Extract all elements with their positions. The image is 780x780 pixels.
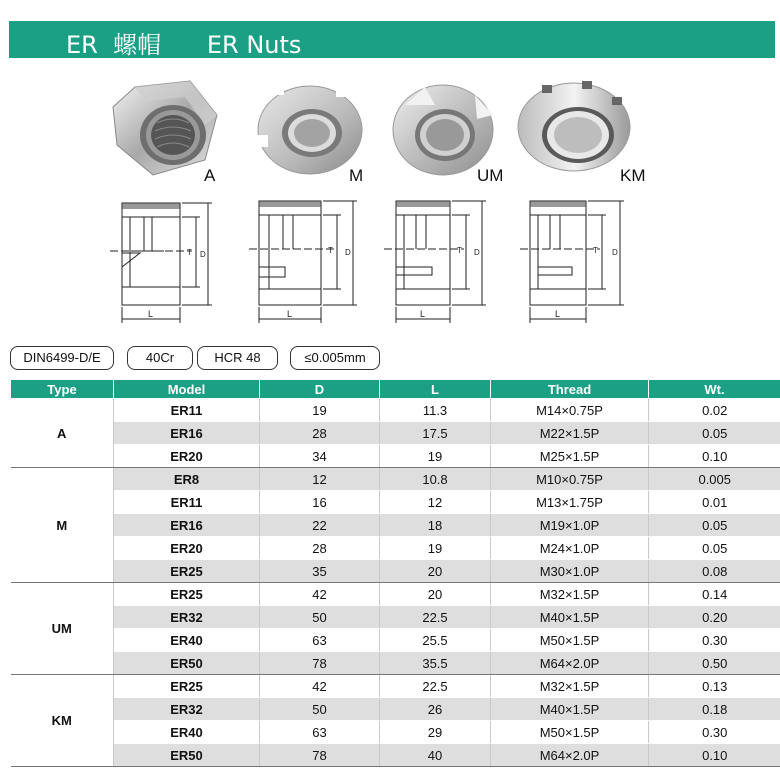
model-cell: ER50 bbox=[114, 652, 260, 675]
weight-cell: 0.10 bbox=[649, 744, 780, 767]
weight-cell: 0.14 bbox=[649, 583, 780, 606]
title-banner bbox=[9, 21, 775, 58]
product-type-km bbox=[512, 70, 662, 340]
type-cell: A bbox=[11, 399, 114, 468]
l-cell: 29 bbox=[380, 721, 491, 744]
weight-cell: 0.13 bbox=[649, 675, 780, 698]
d-cell: 34 bbox=[260, 445, 380, 468]
er-nut-type-km-drawing bbox=[520, 195, 650, 340]
column-header: Type bbox=[11, 380, 114, 399]
weight-cell: 0.02 bbox=[649, 399, 780, 422]
model-cell: ER20 bbox=[114, 445, 260, 468]
l-cell: 25.5 bbox=[380, 629, 491, 652]
l-cell: 19 bbox=[380, 445, 491, 468]
model-cell: ER11 bbox=[114, 491, 260, 514]
d-cell: 28 bbox=[260, 537, 380, 560]
l-cell: 11.3 bbox=[380, 399, 491, 422]
diameter-label: D bbox=[200, 250, 206, 259]
d-cell: 50 bbox=[260, 606, 380, 629]
l-cell: 22.5 bbox=[380, 606, 491, 629]
product-label: M bbox=[349, 166, 364, 185]
d-cell: 42 bbox=[260, 583, 380, 606]
model-cell: ER32 bbox=[114, 606, 260, 629]
weight-cell: 0.08 bbox=[649, 560, 780, 583]
l-cell: 19 bbox=[380, 537, 491, 560]
diameter-label: D bbox=[612, 248, 618, 257]
column-header: D bbox=[260, 380, 380, 399]
l-cell: 20 bbox=[380, 560, 491, 583]
thread-cell: M50×1.5P bbox=[491, 721, 649, 744]
table-row bbox=[11, 445, 780, 468]
l-cell: 17.5 bbox=[380, 422, 491, 445]
thread-cell: M64×2.0P bbox=[491, 652, 649, 675]
er-nut-type-km-photo bbox=[512, 75, 637, 185]
table-row bbox=[11, 422, 780, 445]
table-row bbox=[11, 721, 780, 744]
table-row bbox=[11, 606, 780, 629]
weight-cell: 0.01 bbox=[649, 491, 780, 514]
thread-label: T bbox=[328, 246, 333, 255]
er-nut-type-a-drawing bbox=[100, 195, 230, 340]
d-cell: 22 bbox=[260, 514, 380, 537]
er-nut-type-m-drawing bbox=[245, 195, 375, 340]
diameter-label: D bbox=[345, 248, 351, 257]
model-cell: ER8 bbox=[114, 468, 260, 491]
d-cell: 78 bbox=[260, 652, 380, 675]
l-cell: 26 bbox=[380, 698, 491, 721]
model-cell: ER25 bbox=[114, 675, 260, 698]
model-cell: ER32 bbox=[114, 698, 260, 721]
d-cell: 63 bbox=[260, 629, 380, 652]
thread-label: T bbox=[593, 246, 598, 255]
table-row bbox=[11, 629, 780, 652]
thread-cell: M50×1.5P bbox=[491, 629, 649, 652]
weight-cell: 0.50 bbox=[649, 652, 780, 675]
table-row bbox=[11, 514, 780, 537]
thread-label: T bbox=[187, 248, 192, 257]
diameter-label: D bbox=[474, 248, 480, 257]
weight-cell: 0.18 bbox=[649, 698, 780, 721]
l-cell: 22.5 bbox=[380, 675, 491, 698]
table-row bbox=[11, 652, 780, 675]
column-header: Thread bbox=[491, 380, 649, 399]
thread-cell: M19×1.0P bbox=[491, 514, 649, 537]
product-label: KM bbox=[620, 166, 646, 185]
table-header-row bbox=[11, 380, 780, 399]
model-cell: ER50 bbox=[114, 744, 260, 767]
d-cell: 16 bbox=[260, 491, 380, 514]
product-label: A bbox=[204, 166, 216, 185]
d-cell: 42 bbox=[260, 675, 380, 698]
column-header: Model bbox=[114, 380, 260, 399]
model-cell: ER16 bbox=[114, 514, 260, 537]
spec-tag-hardness: HCR 48 bbox=[197, 346, 278, 370]
thread-cell: M30×1.0P bbox=[491, 560, 649, 583]
product-type-um bbox=[380, 70, 515, 340]
d-cell: 78 bbox=[260, 744, 380, 767]
model-cell: ER40 bbox=[114, 721, 260, 744]
weight-cell: 0.20 bbox=[649, 606, 780, 629]
l-cell: 10.8 bbox=[380, 468, 491, 491]
table-row bbox=[11, 583, 780, 606]
thread-cell: M25×1.5P bbox=[491, 445, 649, 468]
l-cell: 40 bbox=[380, 744, 491, 767]
er-nut-type-um-drawing bbox=[380, 195, 510, 340]
column-header: Wt. bbox=[649, 380, 780, 399]
model-cell: ER16 bbox=[114, 422, 260, 445]
thread-label: T bbox=[457, 246, 462, 255]
weight-cell: 0.005 bbox=[649, 468, 780, 491]
weight-cell: 0.05 bbox=[649, 422, 780, 445]
table-row bbox=[11, 675, 780, 698]
model-cell: ER25 bbox=[114, 560, 260, 583]
thread-cell: M64×2.0P bbox=[491, 744, 649, 767]
table-row bbox=[11, 698, 780, 721]
thread-cell: M22×1.5P bbox=[491, 422, 649, 445]
model-cell: ER20 bbox=[114, 537, 260, 560]
spec-tag-accuracy: ≤0.005mm bbox=[290, 346, 380, 370]
length-label: L bbox=[555, 309, 561, 319]
l-cell: 20 bbox=[380, 583, 491, 606]
d-cell: 50 bbox=[260, 698, 380, 721]
page-title: ER 螺帽 ER Nuts bbox=[66, 31, 302, 59]
d-cell: 63 bbox=[260, 721, 380, 744]
table-row bbox=[11, 537, 780, 560]
length-label: L bbox=[287, 309, 293, 319]
d-cell: 28 bbox=[260, 422, 380, 445]
model-cell: ER25 bbox=[114, 583, 260, 606]
table-row bbox=[11, 399, 780, 422]
model-cell: ER40 bbox=[114, 629, 260, 652]
thread-cell: M32×1.5P bbox=[491, 675, 649, 698]
l-cell: 12 bbox=[380, 491, 491, 514]
thread-cell: M13×1.75P bbox=[491, 491, 649, 514]
product-type-a bbox=[100, 70, 230, 340]
thread-cell: M24×1.0P bbox=[491, 537, 649, 560]
weight-cell: 0.05 bbox=[649, 537, 780, 560]
l-cell: 35.5 bbox=[380, 652, 491, 675]
thread-cell: M40×1.5P bbox=[491, 606, 649, 629]
type-cell: KM bbox=[11, 675, 114, 767]
length-label: L bbox=[148, 309, 154, 319]
table-row bbox=[11, 744, 780, 767]
type-cell: M bbox=[11, 468, 114, 583]
thread-cell: M14×0.75P bbox=[491, 399, 649, 422]
l-cell: 18 bbox=[380, 514, 491, 537]
weight-cell: 0.30 bbox=[649, 629, 780, 652]
weight-cell: 0.10 bbox=[649, 445, 780, 468]
d-cell: 35 bbox=[260, 560, 380, 583]
table-row bbox=[11, 468, 780, 491]
product-gallery bbox=[0, 70, 780, 340]
product-label: UM bbox=[477, 166, 504, 185]
d-cell: 19 bbox=[260, 399, 380, 422]
thread-cell: M10×0.75P bbox=[491, 468, 649, 491]
table-row bbox=[11, 560, 780, 583]
weight-cell: 0.05 bbox=[649, 514, 780, 537]
weight-cell: 0.30 bbox=[649, 721, 780, 744]
spec-table bbox=[10, 379, 780, 767]
product-type-m bbox=[235, 70, 375, 340]
thread-cell: M40×1.5P bbox=[491, 698, 649, 721]
column-header: L bbox=[380, 380, 491, 399]
spec-tag-material: 40Cr bbox=[127, 346, 193, 370]
model-cell: ER11 bbox=[114, 399, 260, 422]
type-cell: UM bbox=[11, 583, 114, 675]
table-body bbox=[11, 399, 780, 767]
length-label: L bbox=[420, 309, 426, 319]
table-row bbox=[11, 491, 780, 514]
thread-cell: M32×1.5P bbox=[491, 583, 649, 606]
d-cell: 12 bbox=[260, 468, 380, 491]
spec-tag-standard: DIN6499-D/E bbox=[10, 346, 114, 370]
